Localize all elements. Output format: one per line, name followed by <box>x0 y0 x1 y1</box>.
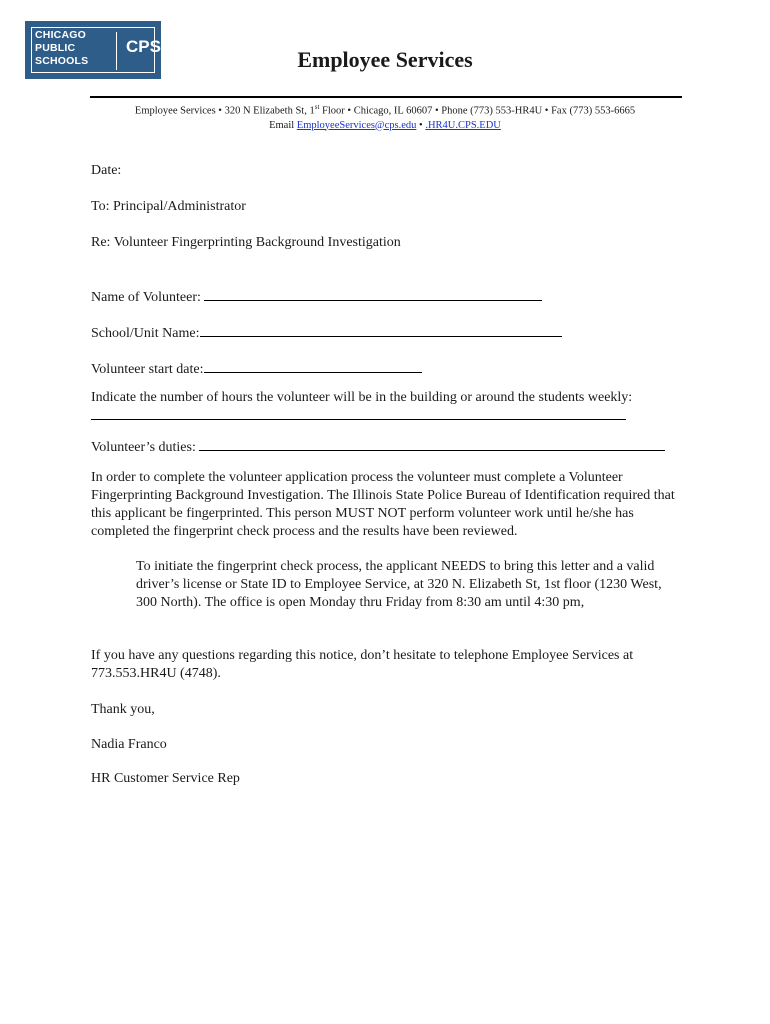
start-date-row <box>91 359 686 379</box>
website-link[interactable]: .HR4U.CPS.EDU <box>425 119 501 131</box>
address-rest: Floor • Chicago, IL 60607 • Phone (773) 553-HR4U • Fax (773) 553-6665 <box>319 105 636 117</box>
volunteer-name-row <box>91 287 686 307</box>
address-line <box>60 100 710 119</box>
address-text: Employee Services • 320 N Elizabeth St, 1 <box>134 105 315 117</box>
paragraph-requirement: In order to complete the volunteer application process the volunteer must complete a Volunteer Fingerprinting Background Investigation. The Illinois State Police Bureau of Identification required that this applicant be fingerprinted. This person MUST NOT perform volunteer work until he/she has completed the fingerprint check process and the results have been reviewed. <box>91 470 675 539</box>
school-name-row <box>91 323 686 343</box>
duties-blank[interactable] <box>199 437 665 451</box>
closing: Thank you, <box>91 702 155 717</box>
cps-logo <box>25 21 161 79</box>
link-separator: • <box>416 119 426 131</box>
school-name-label: School/Unit Name: <box>91 326 200 341</box>
start-date-blank[interactable] <box>204 359 422 373</box>
paragraph-instructions: To initiate the fingerprint check process, the applicant NEEDS to bring this letter and a valid driver’s license or State ID to Employee Service, at 320 N. Elizabeth St, 1st floor (1230 West, 300 North). The office is open Monday thru Friday from 8:30 am until 4:30 pm, <box>136 559 662 610</box>
duties-row <box>91 437 686 457</box>
hours-blank[interactable] <box>91 407 626 420</box>
signer-title: HR Customer Service Rep <box>91 771 240 786</box>
to-line: To: Principal/Administrator <box>91 199 246 214</box>
logo-line-schools: SCHOOLS <box>35 55 89 67</box>
logo-wordmark <box>35 29 88 68</box>
logo-line-chicago: CHICAGO <box>35 29 86 41</box>
page-title: Employee Services <box>297 47 473 72</box>
logo-line-public: PUBLIC <box>35 42 76 54</box>
volunteer-name-label: Name of Volunteer: <box>91 290 205 305</box>
email-link[interactable]: EmployeeServices@cps.edu <box>296 119 417 131</box>
date-line: Date: <box>91 163 122 178</box>
logo-abbr: CPS <box>126 37 161 56</box>
duties-label: Volunteer’s duties: <box>91 440 200 455</box>
volunteer-name-blank[interactable] <box>204 287 542 301</box>
address-sup: st <box>314 103 320 111</box>
start-date-label: Volunteer start date: <box>91 362 204 377</box>
header-rule <box>90 96 682 98</box>
paragraph-questions: If you have any questions regarding this notice, don’t hesitate to telephone Employee Services at 773.553.HR4U (4748). <box>91 648 634 681</box>
school-name-blank[interactable] <box>200 323 562 337</box>
logo-divider <box>116 32 117 70</box>
email-label: Email <box>269 119 297 131</box>
re-line: Re: Volunteer Fingerprinting Background Investigation <box>91 235 401 250</box>
email-line <box>60 119 710 133</box>
hours-row <box>91 389 686 420</box>
hours-label: Indicate the number of hours the volunteer will be in the building or around the students weekly: <box>91 390 633 405</box>
signer-name: Nadia Franco <box>91 737 167 752</box>
contact-block <box>60 100 710 133</box>
